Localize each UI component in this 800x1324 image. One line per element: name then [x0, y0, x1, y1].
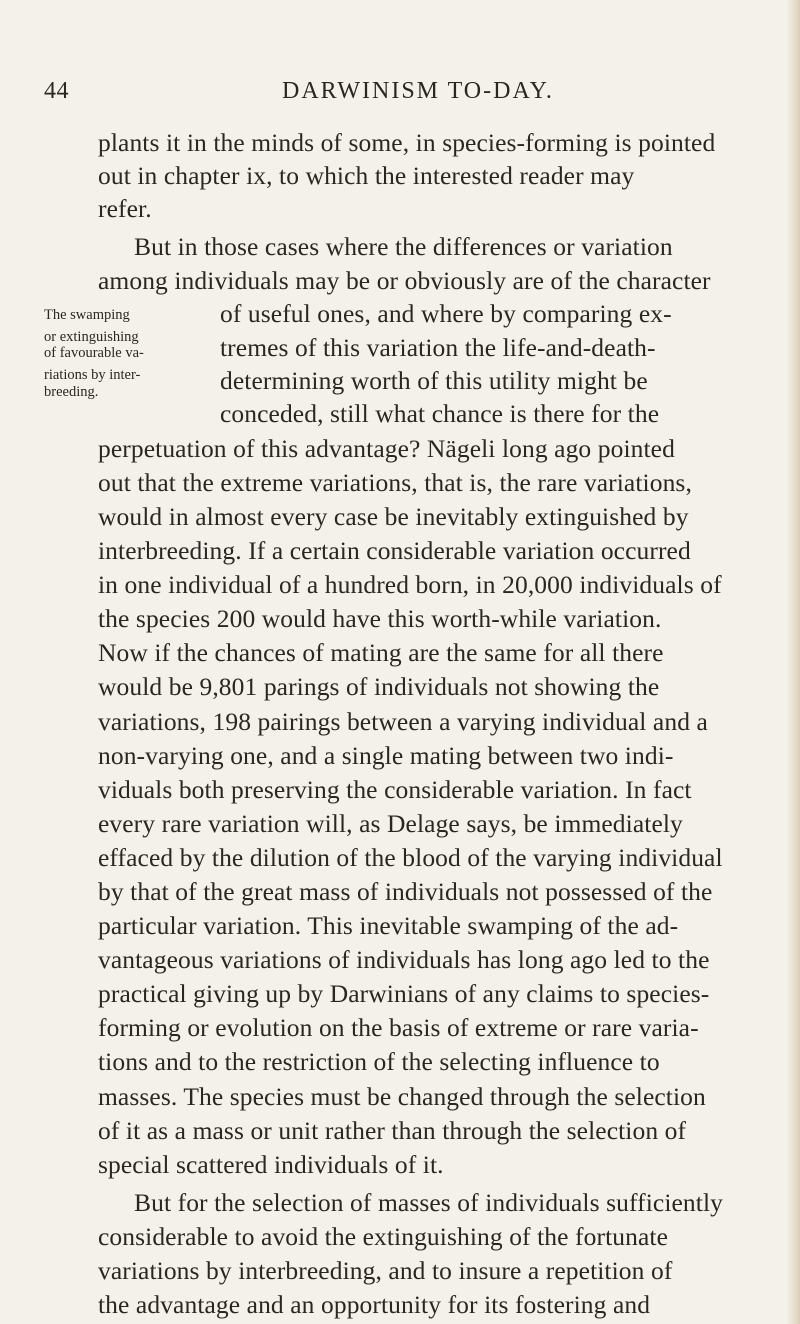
- text-line: by that of the great mass of individuals not possessed of the: [98, 877, 713, 907]
- running-head: DARWINISM TO-DAY.: [282, 78, 554, 104]
- text-line: would be 9,801 parings of individuals not showing the: [98, 672, 660, 702]
- text-line: vantageous variations of individuals has long ago led to the: [98, 945, 710, 975]
- text-line: determining worth of this utility might be: [220, 365, 648, 395]
- margin-note-line: The swamping: [44, 307, 130, 324]
- text-line: variations by interbreeding, and to insure a repetition of: [98, 1255, 673, 1285]
- text-line: But in those cases where the differences or variation: [134, 232, 673, 262]
- margin-note-line: riations by inter-: [44, 366, 141, 383]
- page-number: 44: [44, 78, 69, 104]
- text-line: would in almost every case be inevitably extinguished by: [98, 502, 689, 532]
- text-line: of useful ones, and where by comparing ex-: [220, 299, 672, 329]
- text-line: of it as a mass or unit rather than through the selection of: [98, 1115, 687, 1145]
- text-line: interbreeding. If a certain considerable variation occurred: [98, 536, 691, 566]
- text-line: special scattered individuals of it.: [98, 1149, 444, 1179]
- text-line: forming or evolution on the basis of extreme or rare varia-: [98, 1013, 699, 1043]
- page-edge: [786, 0, 800, 1324]
- text-line: out in chapter ix, to which the interested reader may: [98, 161, 635, 191]
- text-line: viduals both preserving the considerable variation. In fact: [98, 774, 692, 804]
- text-line: effaced by the dilution of the blood of the varying individual: [98, 842, 723, 872]
- text-line: plants it in the minds of some, in species-forming is pointed: [98, 128, 716, 157]
- text-line: practical giving up by Darwinians of any claims to species-: [98, 979, 710, 1009]
- text-line: perpetuation of this advantage? Nägeli long ago pointed: [98, 433, 675, 463]
- text-line: out that the extreme variations, that is, the rare variations,: [98, 467, 692, 497]
- page-header: [0, 78, 800, 118]
- text-line: among individuals may be or obviously are of the character: [98, 266, 711, 296]
- text-line: tremes of this variation the life-and-death-: [220, 332, 656, 362]
- margin-note-line: of favourable va-: [44, 345, 144, 362]
- text-line: non-varying one, and a single mating between two indi-: [98, 740, 674, 770]
- text-line: But for the selection of masses of individuals sufficiently: [134, 1187, 723, 1217]
- text-line: conceded, still what chance is there for the: [220, 398, 660, 428]
- text-line: refer.: [98, 194, 152, 224]
- text-line: masses. The species must be changed through the selection: [98, 1081, 706, 1111]
- text-line: tions and to the restriction of the selecting influence to: [98, 1047, 660, 1077]
- text-line: the advantage and an opportunity for its fostering and: [98, 1290, 651, 1319]
- text-line: in one individual of a hundred born, in 20,000 individuals of: [98, 570, 722, 600]
- text-line: the species 200 would have this worth-while variation.: [98, 604, 662, 634]
- text-line: variations, 198 pairings between a varying individual and a: [98, 706, 708, 736]
- text-line: particular variation. This inevitable swamping of the ad-: [98, 911, 679, 941]
- text-line: every rare variation will, as Delage says, be immediately: [98, 808, 683, 838]
- margin-note-line: breeding.: [44, 384, 99, 401]
- text-line: Now if the chances of mating are the same for all there: [98, 638, 664, 668]
- margin-note-line: or extinguishing: [44, 328, 139, 345]
- text-line: considerable to avoid the extinguishing of the fortunate: [98, 1221, 668, 1251]
